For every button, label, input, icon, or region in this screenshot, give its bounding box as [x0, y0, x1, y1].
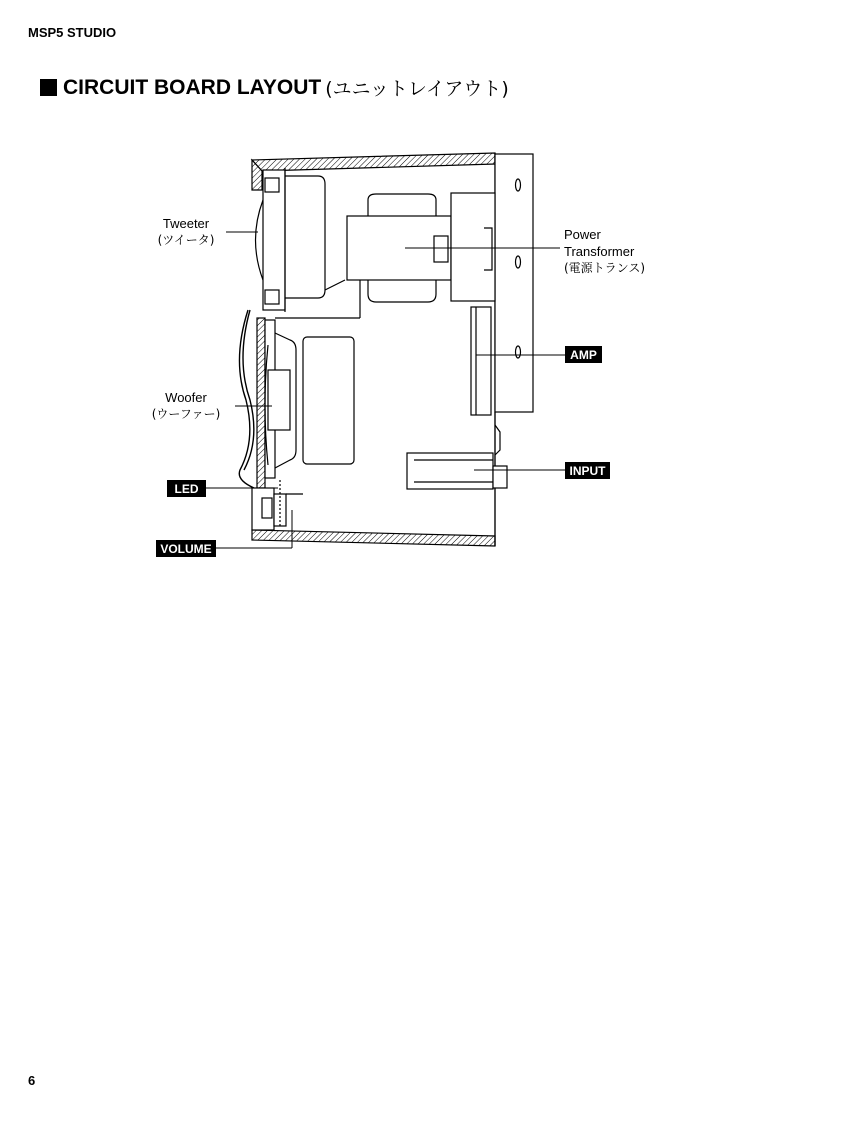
section-title-jp: (ユニットレイアウト)	[325, 78, 509, 100]
tweeter-label: Tweeter	[162, 216, 210, 231]
power-transformer-label-jp: (電源トランス)	[564, 261, 646, 275]
amp-tag-text: AMP	[570, 348, 597, 362]
led-tag-text: LED	[174, 482, 199, 496]
input-tag	[565, 462, 610, 479]
input-tag-text: INPUT	[569, 464, 606, 478]
tweeter-label-jp: (ツイータ)	[157, 233, 215, 247]
page-number: 6	[28, 1073, 36, 1088]
volume-tag-text: VOLUME	[160, 542, 212, 556]
woofer-label-jp: (ウーファー)	[151, 407, 221, 421]
tweeter-unit	[256, 168, 326, 312]
woofer-label: Woofer	[165, 390, 207, 405]
power-transformer-label-line2: Transformer	[564, 244, 635, 259]
amp-board	[471, 307, 491, 415]
input-board	[407, 453, 507, 489]
led-tag	[167, 480, 206, 497]
running-header: MSP5 STUDIO	[28, 25, 117, 40]
power-transformer-label-line1: Power	[564, 227, 601, 242]
woofer-unit	[239, 310, 354, 488]
volume-tag	[156, 540, 216, 557]
section-title-text: CIRCUIT BOARD LAYOUT	[63, 75, 322, 99]
power-transformer-unit	[275, 193, 495, 318]
amp-tag	[565, 346, 602, 363]
